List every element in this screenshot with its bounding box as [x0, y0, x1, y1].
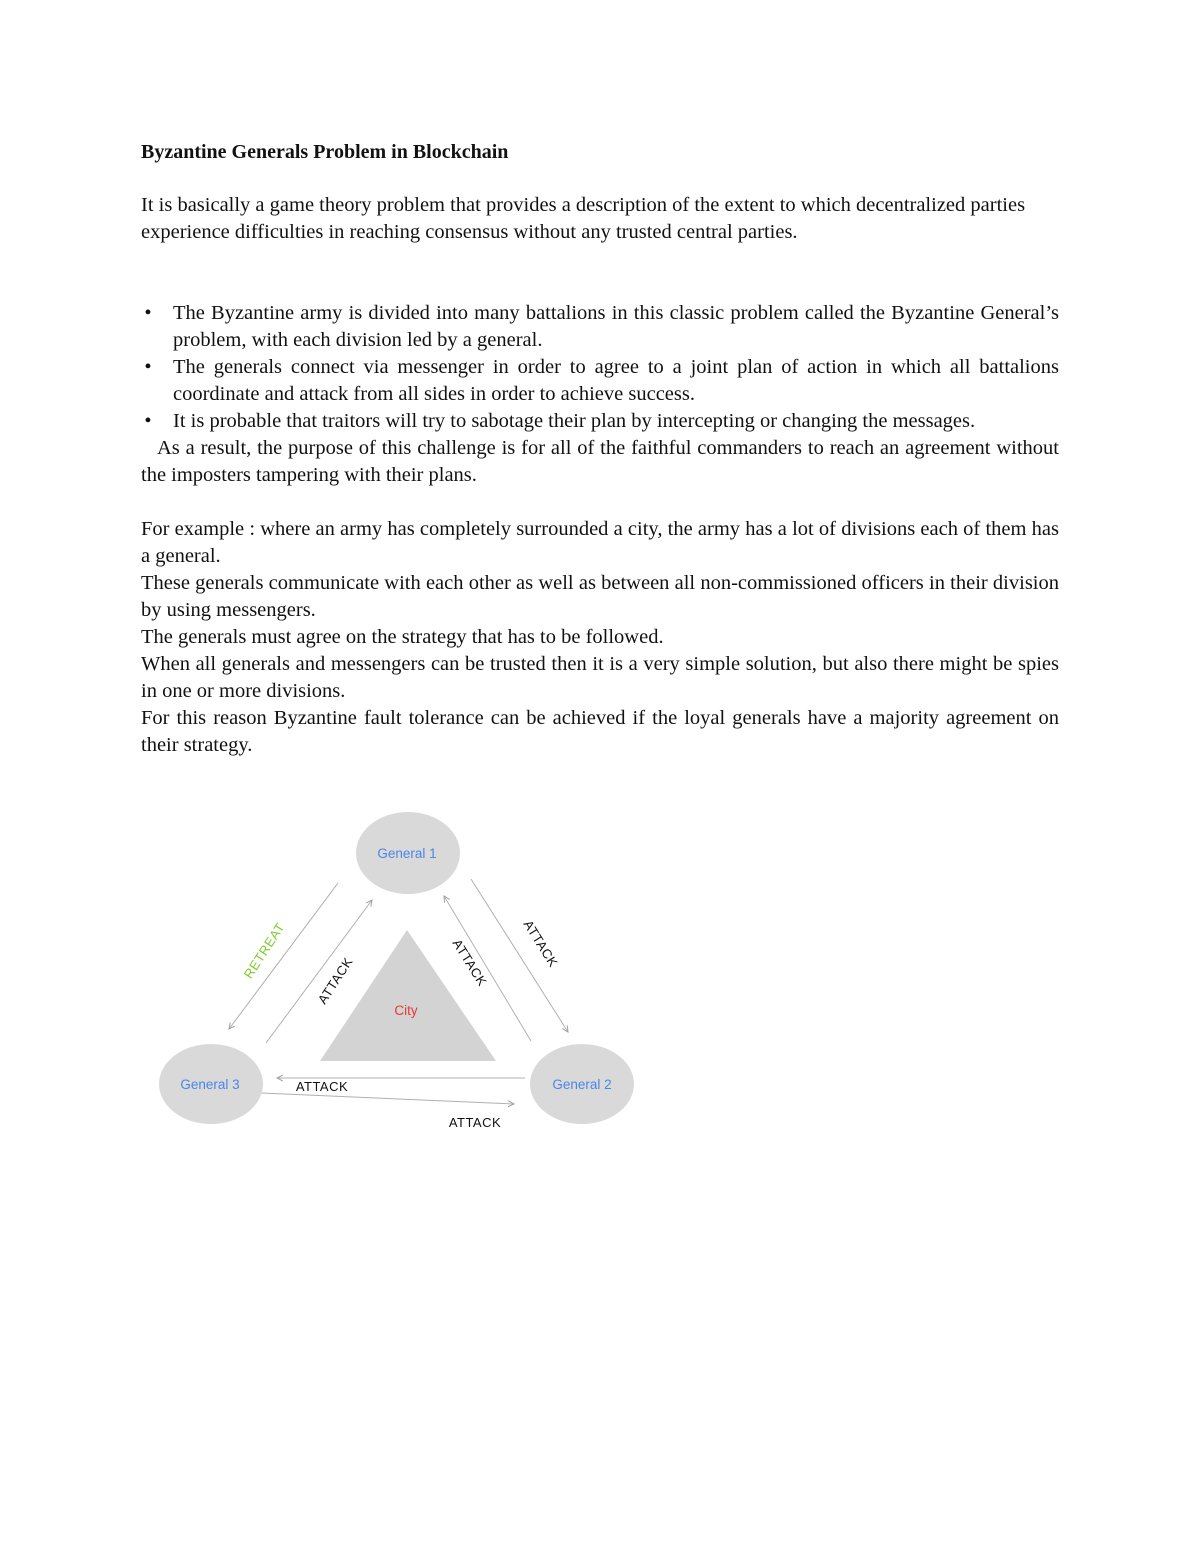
- example-paragraph-2: These generals communicate with each other as well as between all non-commissioned officers in their division by using messengers.: [141, 572, 1059, 621]
- list-item-text: It is probable that traitors will try to sabotage their plan by intercepting or changing the messages.: [173, 410, 976, 432]
- general-3-label: General 3: [180, 1077, 240, 1092]
- list-item-text: The generals connect via messenger in order to agree to a joint plan of action in which all battalions coordinate and attack from all sides in order to achieve success.: [173, 356, 1059, 405]
- edge-label-retreat: RETREAT: [240, 919, 288, 982]
- bullet-list: [141, 300, 1059, 435]
- bullet-icon: •: [144, 302, 152, 324]
- city-label: City: [394, 1003, 418, 1018]
- general-2-label: General 2: [552, 1077, 612, 1092]
- edge-label-attack: ATTACK: [449, 936, 491, 989]
- list-item: [141, 354, 1059, 408]
- diagram-canvas: [155, 812, 645, 1137]
- list-item: [141, 408, 1059, 435]
- edge-label-attack: ATTACK: [520, 917, 562, 970]
- edge-label-attack: ATTACK: [314, 954, 356, 1007]
- example-paragraph-3: The generals must agree on the strategy that has to be followed.: [141, 626, 664, 648]
- example-paragraph-4: When all generals and messengers can be trusted then it is a very simple solution, but also there might be spies in one or more divisions.: [141, 653, 1059, 702]
- edge-label-attack: ATTACK: [295, 1079, 349, 1094]
- list-item-text: The Byzantine army is divided into many battalions in this classic problem called the Byzantine General’s problem, with each division led by a general.: [173, 302, 1059, 351]
- arrow-g1-to-g3: [229, 883, 338, 1029]
- intro-paragraph: It is basically a game theory problem that provides a description of the extent to which decentralized parties experience difficulties in reaching consensus without any trusted central parties.: [141, 194, 1026, 243]
- bullet-icon: •: [144, 410, 152, 432]
- example-paragraph-1: For example : where an army has completely surrounded a city, the army has a lot of divisions each of them has a general.: [141, 518, 1059, 567]
- list-item: [141, 300, 1059, 354]
- document-page: [141, 139, 1059, 759]
- general-1-label: General 1: [377, 846, 437, 861]
- document-title: Byzantine Generals Problem in Blockchain: [141, 141, 509, 163]
- bullet-icon: •: [144, 356, 152, 378]
- example-paragraph-5: For this reason Byzantine fault tolerance can be achieved if the loyal generals have a majority agreement on their strategy.: [141, 707, 1059, 756]
- result-paragraph: As a result, the purpose of this challenge is for all of the faithful commanders to reach an agreement without the imposters tampering with their plans.: [141, 437, 1059, 486]
- arrow-g3-to-g2: [261, 1093, 514, 1104]
- edge-label-attack: ATTACK: [448, 1115, 502, 1130]
- byzantine-generals-diagram: [155, 812, 645, 1137]
